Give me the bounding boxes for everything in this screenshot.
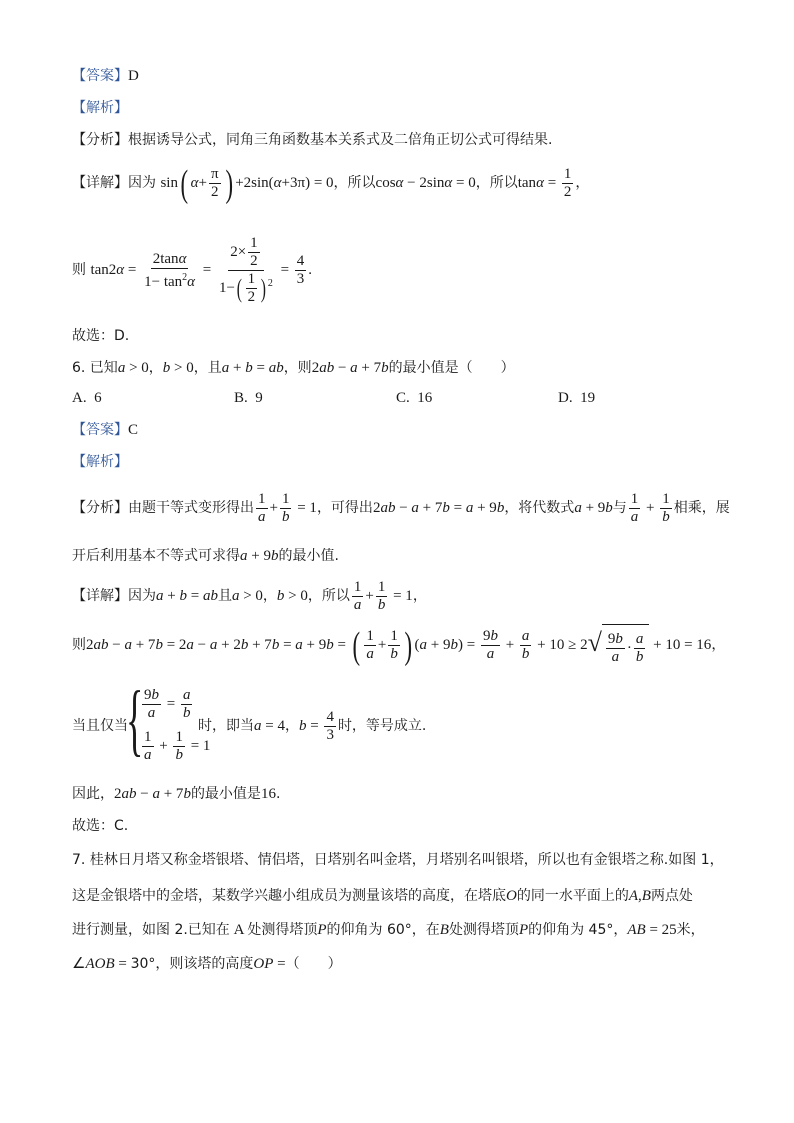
q6-cond-b: b > 0 xyxy=(162,360,194,376)
shi2-text: 时，等号成立. xyxy=(337,718,427,734)
when-only: 当且仅当 xyxy=(72,718,128,734)
fenxi-p1: 由题干等式变形得出 xyxy=(128,500,254,516)
answer-tag: 【答案】 xyxy=(72,68,128,84)
q5-analysis-tag xyxy=(72,98,128,118)
q7-line2b: 的同一水平面上的 xyxy=(516,888,629,904)
conclude-b: 的最小值是 xyxy=(190,786,261,802)
then-text: 则 xyxy=(72,636,86,653)
fenxi-tag: 【分析】 xyxy=(72,500,128,516)
q6-stem-suffix: 的最小值是（ ） xyxy=(388,360,515,376)
point-o: O xyxy=(506,888,517,904)
fenxi-eq1: $\frac{1}{a}$ + $\frac{1}{b}$ = 1 xyxy=(258,491,317,526)
fenxi-line2-b: 的最小值. xyxy=(278,548,339,564)
xiangjie-tag: 【详解】 xyxy=(72,588,128,604)
fenxi-eq4: $\frac{1}{a}$ + $\frac{1}{b}$ xyxy=(630,491,670,526)
xiangjie-tag: 【详解】 xyxy=(72,175,128,191)
q6-chain-line: 则2ab − a + 7b = 2a − a + 2b + 7b = a + 9b = ( $\frac{1}{a}$ + $\frac{1}{b}$ ) (a + 9b) = $\frac{9b}{a}$ + $\frac{a}{b}$ + 10 ≥ 2√ $\frac{9b}{a}$ · $\frac{a}{b}$ + 10 = 16， xyxy=(72,620,725,671)
q6-xiangjie-line: 【详解】因为a + b = ab且a > 0，b > 0，所以 $\frac{1}{a}$ + $\frac{1}{b}$ = 1， xyxy=(72,579,427,614)
option-b-value: 9 xyxy=(255,390,263,406)
inequality-chain: 2ab − a + 7b = 2a − a + 2b + 7b = a + 9b = ( $\frac{1}{a}$ + $\frac{1}{b}$ ) (a + 9b) = $\frac{9b}{a}$ + $\frac{a}{b}$ + 10 ≥ 2√ $\frac{9b}{a}$ · $\frac{a}{b}$ + 10 = 16 xyxy=(86,637,711,653)
option-a-value: 6 xyxy=(94,390,102,406)
q7-line3e: 的仰角为 45°， xyxy=(528,922,628,938)
option-c-value: 16 xyxy=(417,390,433,406)
q5-tan2a-line xyxy=(72,232,312,308)
answer-value: C xyxy=(128,422,139,438)
q6-system-eq1 xyxy=(140,684,194,724)
q6-equality-cond: 时，即当a = 4，b = $\frac{4}{3}$ 时，等号成立. xyxy=(198,709,427,744)
q7-line3d: 处测得塔顶 xyxy=(448,922,519,938)
equation-given: sin( α+ $\frac{\pi}{2}$ ) +2sin(α+3π) = 0 xyxy=(160,162,334,205)
q7-line1-text: 7. 桂林日月塔又称金塔银塔、情侣塔，日塔别名叫金塔，月塔别名叫银塔，所以也有金银塔之称.如图 1， xyxy=(72,852,724,868)
conclude-val: 16 xyxy=(260,786,276,802)
point-p2: P xyxy=(518,922,529,938)
system-brace: { xyxy=(126,676,144,764)
analysis-tag: 【解析】 xyxy=(72,100,128,116)
q6-equality-line xyxy=(72,716,128,736)
q6-fenxi-line2 xyxy=(72,546,339,566)
option-a-letter: A. xyxy=(72,390,87,406)
fenxi-p2: ，可得出 xyxy=(316,500,373,516)
analysis-tag: 【解析】 xyxy=(72,454,128,470)
xj-because: 因为 xyxy=(128,588,156,604)
system-eq2: $\frac{1}{a}$ + $\frac{1}{b}$ = 1 xyxy=(144,729,211,764)
q6-analysis-tag xyxy=(72,452,128,472)
option-c[interactable] xyxy=(396,390,432,407)
q7-line3b: 处测得塔顶 xyxy=(247,922,318,938)
xj-eq1: a + b = ab xyxy=(156,588,218,604)
q7-line2c: 两点处 xyxy=(650,888,693,904)
so2-text: ，所以 xyxy=(475,175,518,191)
q5-fenxi-line xyxy=(72,130,552,150)
q6-cond-a: a > 0 xyxy=(117,360,149,376)
q5-guxuan xyxy=(72,326,129,346)
q6-stem-then: ，则 xyxy=(283,360,312,376)
guxuan-text: 故选：D. xyxy=(72,328,130,344)
fenxi-eq3: a + 9b xyxy=(574,500,613,516)
shi-text: 时，即当 xyxy=(198,718,254,734)
option-d-letter: D. xyxy=(558,390,573,406)
option-b[interactable] xyxy=(234,390,263,407)
q6-fenxi-line1 xyxy=(72,488,730,528)
ab-length: AB = 25 xyxy=(627,922,677,938)
q5-answer-line xyxy=(72,66,139,86)
b-value: b = $\frac{4}{3}$ xyxy=(298,709,334,744)
guxuan-text: 故选：C. xyxy=(72,818,129,834)
xj-so: ，所以 xyxy=(307,588,350,604)
answer-tag: 【答案】 xyxy=(72,422,128,438)
q7-line4b: （ ） xyxy=(285,956,342,972)
op-label: OP = xyxy=(253,956,286,972)
point-p: P xyxy=(317,922,327,938)
option-d[interactable] xyxy=(558,390,595,407)
a-value: a = 4 xyxy=(254,718,285,734)
fenxi-p4: 与 xyxy=(612,500,627,516)
q7-line3 xyxy=(72,920,705,940)
so-text: ，所以 xyxy=(333,175,376,191)
equation-tan: tanα = $\frac{1}{2}$ xyxy=(517,166,572,201)
q7-line3c: 的仰角为 60°，在 xyxy=(326,922,440,938)
fenxi-text: 根据诱导公式，同角三角函数基本关系式及二倍角正切公式可得结果. xyxy=(128,132,553,148)
fenxi-tag: 【分析】 xyxy=(72,132,128,148)
fenxi-line2-a: 开后利用基本不等式可求得 xyxy=(72,548,240,564)
system-eq1: $\frac{9b}{a}$ = $\frac{a}{b}$ xyxy=(144,687,191,722)
equation-cos-sin: cosα − 2sinα = 0 xyxy=(375,175,476,191)
option-d-value: 19 xyxy=(580,390,596,406)
q6-stem: 6. 已知a > 0，b > 0，且a + b = ab，则2ab − a + 7b的最小值是（ ） xyxy=(72,360,515,376)
fenxi-eq5: a + 9b xyxy=(240,548,279,564)
q5-xiangjie-line: 【详解】因为 sin( α+ $\frac{\pi}{2}$ ) +2sin(α+3π) = 0，所以cosα − 2sinα = 0，所以tanα = $\frac{1}{2}$ ， xyxy=(72,162,590,205)
q7-line2a: 这是金银塔中的金塔，某数学兴趣小组成员为测量该塔的高度，在塔底 xyxy=(72,888,506,904)
conclude-expr: 2ab − a + 7b xyxy=(114,786,191,802)
q6-guxuan xyxy=(72,816,128,836)
option-c-letter: C. xyxy=(396,390,410,406)
q7-line4 xyxy=(72,954,342,974)
then-text: 则 xyxy=(72,262,86,278)
fenxi-eq2: 2ab − a + 7b = a + 9b xyxy=(372,500,505,516)
fenxi-p3: ，将代数式 xyxy=(504,500,575,516)
option-a[interactable] xyxy=(72,390,102,407)
q6-stem-and: ，且 xyxy=(193,360,222,376)
option-b-letter: B. xyxy=(234,390,248,406)
xj-and: 且 xyxy=(217,588,232,604)
q7-line2: 这是金银塔中的金塔，某数学兴趣小组成员为测量该塔的高度，在塔底O的同一水平面上的A,B两点处 xyxy=(72,888,693,904)
answer-value: D xyxy=(128,68,139,84)
xj-cond-a: a > 0 xyxy=(231,588,263,604)
q6-expression: 2ab − a + 7b xyxy=(311,360,389,376)
point-a-label: A xyxy=(229,922,248,938)
xj-cond-b: b > 0 xyxy=(276,588,308,604)
xj-eq2: $\frac{1}{a}$ + $\frac{1}{b}$ = 1 xyxy=(353,579,413,614)
q7-line1 xyxy=(72,850,724,870)
q6-cond-eq: a + b = ab xyxy=(221,360,284,376)
conclude-a: 因此， xyxy=(72,786,114,802)
points-ab: A xyxy=(628,888,639,904)
q6-conclusion: 因此，2ab − a + 7b的最小值是16. xyxy=(72,786,281,802)
q7-line3a: 进行测量，如图 2.已知在 xyxy=(72,922,230,938)
q7-line4a: 30°，则该塔的高度 xyxy=(130,956,254,972)
equation-tan2a: tan2α = $\frac{2\tan\alpha}{1- \tan^2\alpha}$ = 2× $\frac{1}{2}$ 1−( $\frac{1}{2}$ ) $^2$ = $\frac{4}{3}$ . xyxy=(90,235,313,306)
q7-line3g: 米， xyxy=(676,922,705,938)
fenxi-p5: 相乘，展 xyxy=(673,500,730,516)
q6-stem-prefix: 6. 已知 xyxy=(72,360,118,376)
q6-answer-line xyxy=(72,420,138,440)
point-b-label: B xyxy=(439,922,449,938)
because-text: 因为 xyxy=(128,175,156,191)
angle-aob: ∠AOB = xyxy=(72,956,131,972)
